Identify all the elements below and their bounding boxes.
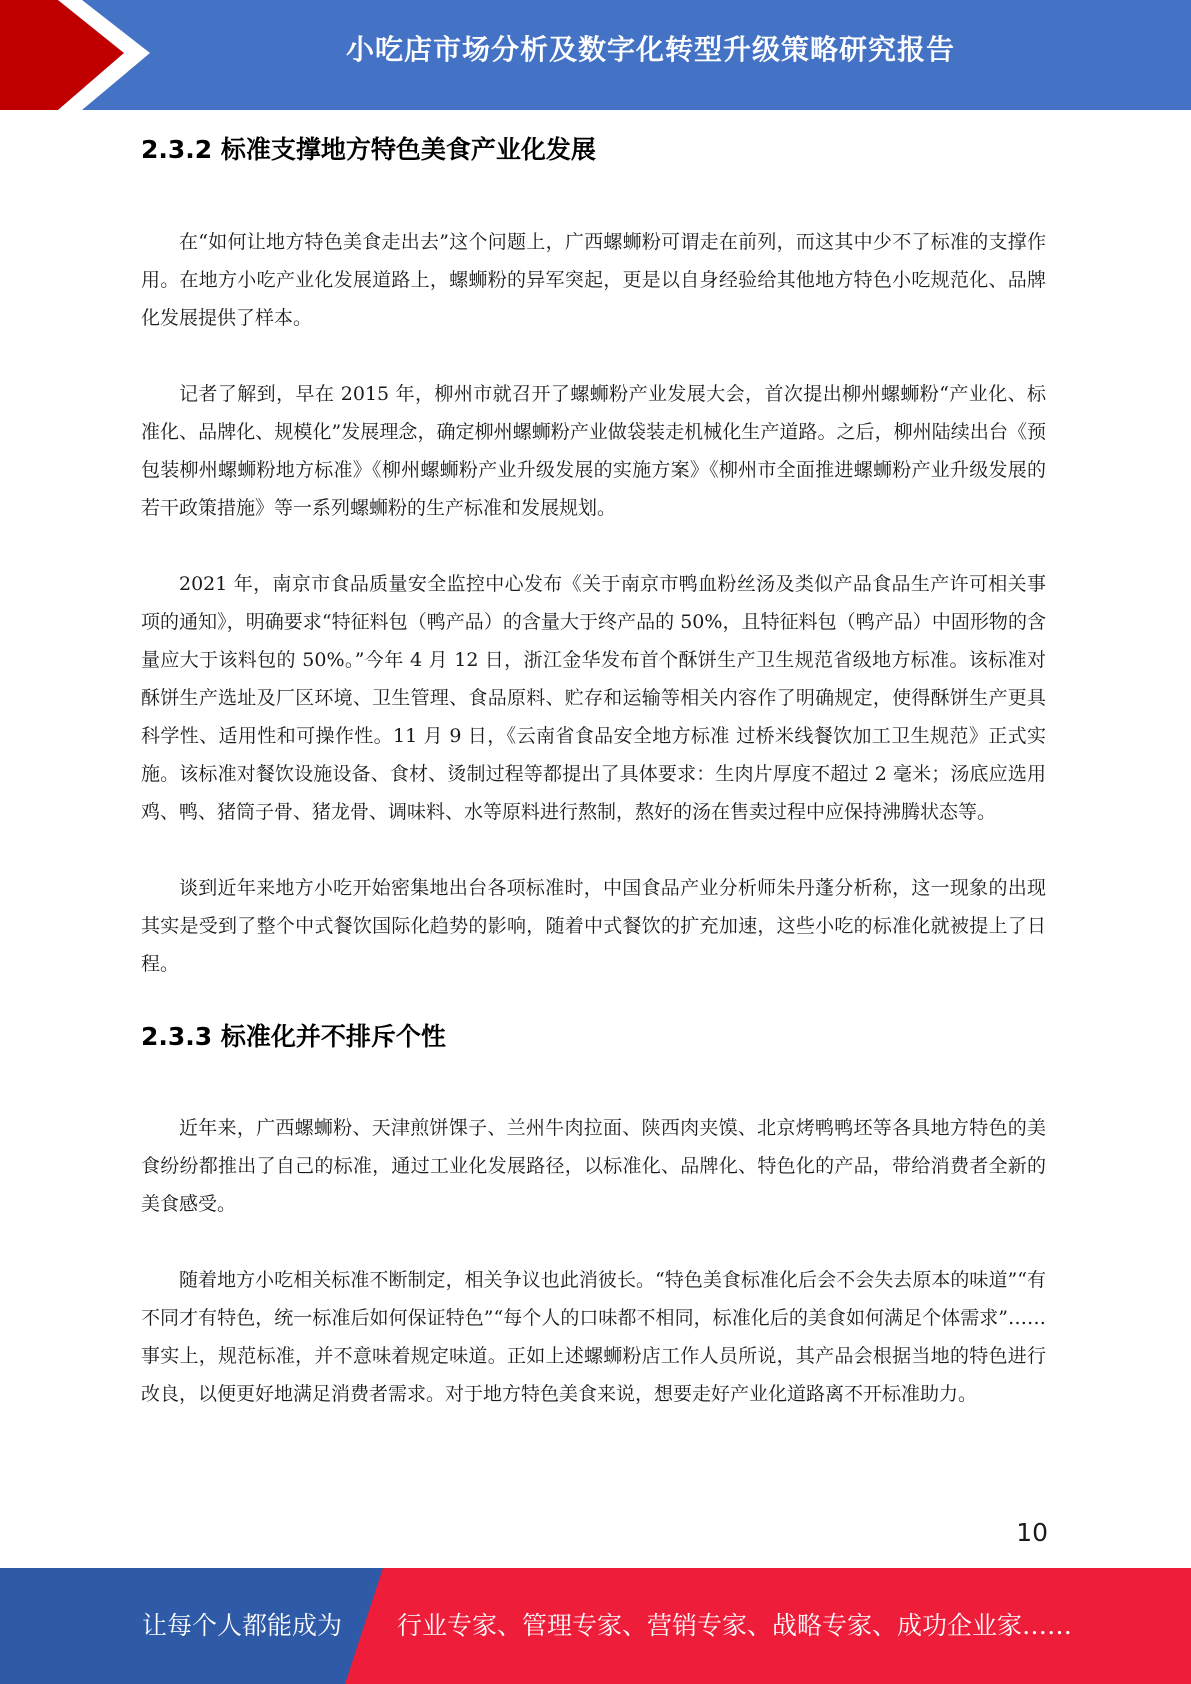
page-header (0, 0, 1191, 110)
page-content (141, 126, 1046, 1413)
report-title: 小吃店市场分析及数字化转型升级策略研究报告 (345, 33, 955, 66)
page-number: 10 (1016, 1518, 1048, 1547)
paragraph: 随着地方小吃相关标准不断制定，相关争议也此消彼长。“特色美食标准化后会不会失去原本的味道”“有不同才有特色，统一标准后如何保证特色”“每个人的口味都不相同，标准化后的美食如何满足个体需求”……事实上，规范标准，并不意味着规定味道。正如上述螺蛳粉店工作人员所说，其产品会根据当地的特色进行改良，以便更好地满足消费者需求。对于地方特色美食来说，想要走好产业化道路离不开标准助力。 (141, 1269, 1046, 1405)
section-heading: 2.3.2 标准支撑地方特色美食产业化发展 (141, 135, 596, 164)
page-footer (0, 1568, 1191, 1684)
footer-slogan-left: 让每个人都能成为 (142, 1611, 343, 1640)
paragraph: 谈到近年来地方小吃开始密集地出台各项标准时，中国食品产业分析师朱丹蓬分析称，这一现象的出现其实是受到了整个中式餐饮国际化趋势的影响，随着中式餐饮的扩充加速，这些小吃的标准化就被提上了日程。 (141, 877, 1046, 975)
paragraph: 近年来，广西螺蛳粉、天津煎饼馃子、兰州牛肉拉面、陕西肉夹馍、北京烤鸭鸭坯等各具地方特色的美食纷纷都推出了自己的标准，通过工业化发展路径，以标准化、品牌化、特色化的产品，带给消费者全新的美食感受。 (141, 1117, 1046, 1215)
section-heading: 2.3.3 标准化并不排斥个性 (141, 1022, 446, 1051)
footer-slogan-right: 行业专家、管理专家、营销专家、战略专家、成功企业家…… (397, 1611, 1073, 1640)
paragraph: 2021 年，南京市食品质量安全监控中心发布《关于南京市鸭血粉丝汤及类似产品食品生产许可相关事项的通知》，明确要求“特征料包（鸭产品）的含量大于终产品的 50%，且特征料包（鸭产品）中固形物的含量应大于该料包的 50%。”今年 4 月 12 日，浙江金华发布首个酥饼生产卫生规范省级地方标准。该标准对酥饼生产选址及厂区环境、卫生管理、食品原料、贮存和运输等相关内容作了明确规定，使得酥饼生产更具科学性、适用性和可操作性。11 月 9 日，《云南省食品安全地方标准 过桥米线餐饮加工卫生规范》正式实施。该标准对餐饮设施设备、食材、烫制过程等都提出了具体要求：生肉片厚度不超过 2 毫米；汤底应选用鸡、鸭、猪筒子骨、猪龙骨、调味料、水等原料进行熬制，熬好的汤在售卖过程中应保持沸腾状态等。 (141, 573, 1046, 823)
paragraph: 记者了解到，早在 2015 年，柳州市就召开了螺蛳粉产业发展大会，首次提出柳州螺蛳粉“产业化、标准化、品牌化、规模化”发展理念，确定柳州螺蛳粉产业做袋装走机械化生产道路。之后，柳州陆续出台《预包装柳州螺蛳粉地方标准》《柳州螺蛳粉产业升级发展的实施方案》《柳州市全面推进螺蛳粉产业升级发展的若干政策措施》等一系列螺蛳粉的生产标准和发展规划。 (141, 383, 1046, 519)
paragraph: 在“如何让地方特色美食走出去”这个问题上，广西螺蛳粉可谓走在前列，而这其中少不了标准的支撑作用。在地方小吃产业化发展道路上，螺蛳粉的异军突起，更是以自身经验给其他地方特色小吃规范化、品牌化发展提供了样本。 (141, 231, 1046, 329)
